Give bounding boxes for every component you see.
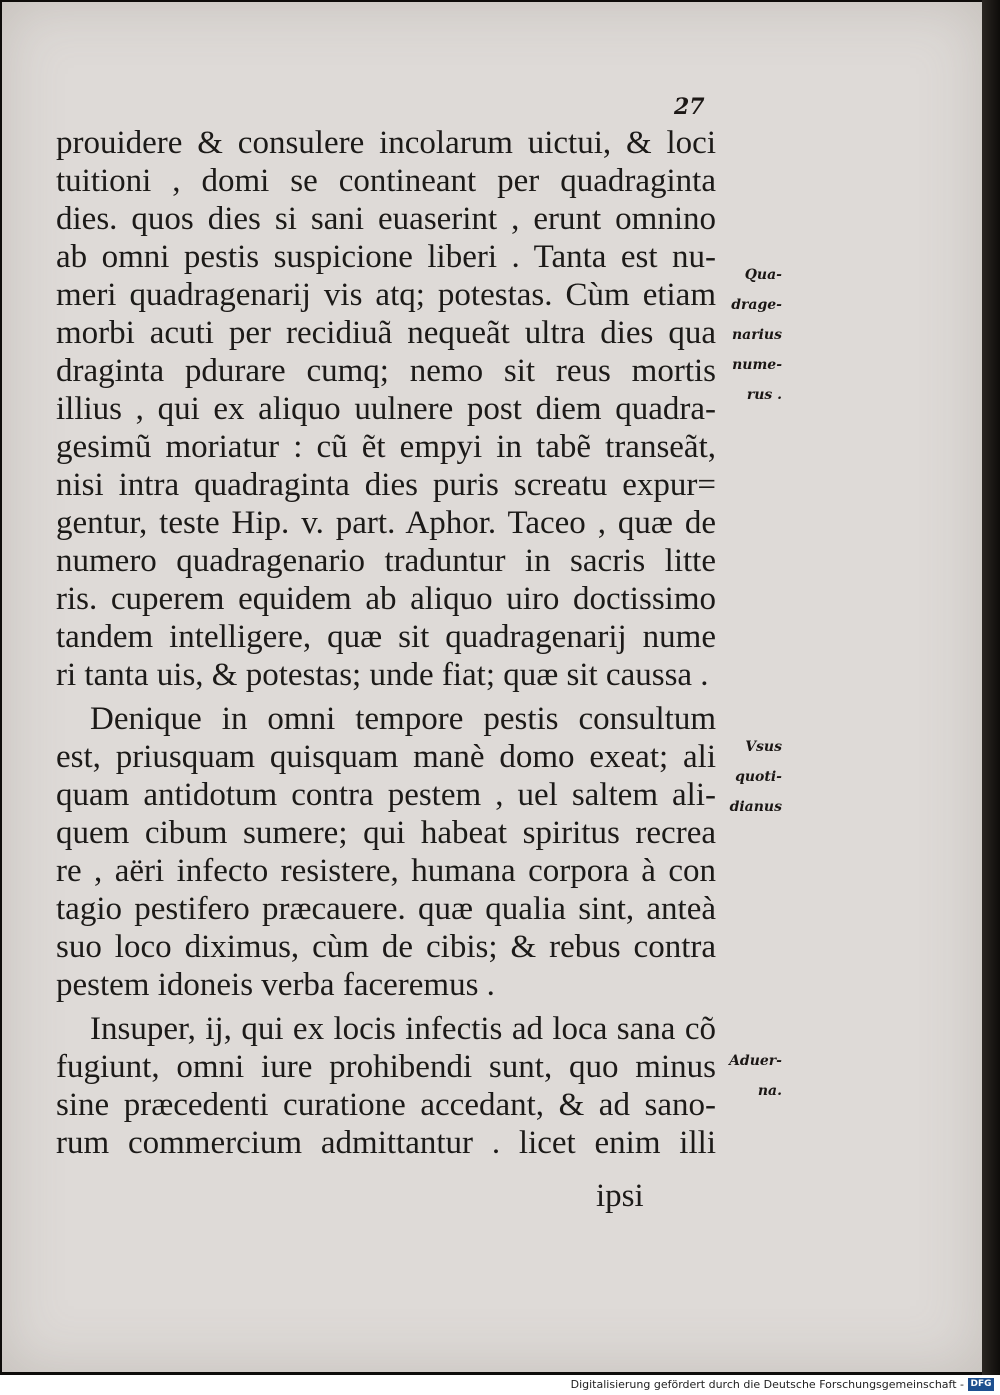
marginal-note <box>692 1046 782 1106</box>
marginal-note-line: dianus <box>729 799 782 815</box>
text-line: ris. cuperem equidem ab aliquo uiro doctissimo <box>56 581 716 617</box>
funding-credit: Digitalisierung gefördert durch die Deutsche Forschungsgemeinschaft - <box>570 1378 964 1391</box>
marginal-note <box>702 260 782 410</box>
marginal-note-line: Qua- <box>744 267 782 283</box>
text-line: Insuper, ij, qui ex locis infectis ad loca sana cõ <box>90 1011 716 1047</box>
text-line: draginta pdurare cumq; nemo sit reus mortis <box>56 353 716 389</box>
text-line: suo loco diximus, cùm de cibis; & rebus contra <box>56 929 716 965</box>
text-line: dies. quos dies si sani euaserint , erunt omnino <box>56 201 716 237</box>
marginal-note-line: rus . <box>746 387 782 403</box>
marginal-note-line: Vsus <box>745 739 782 755</box>
marginal-note-line: Aduer- <box>729 1053 782 1069</box>
text-line: re , aëri infecto resistere, humana corpora à con <box>56 853 716 889</box>
text-line: ri tanta uis, & potestas; unde fiat; quæ sit caussa . <box>56 657 709 693</box>
text-line: quam antidotum contra pestem , uel saltem ali- <box>56 777 716 813</box>
text-line: meri quadragenarij vis atq; potestas. Cùm etiam <box>56 277 716 313</box>
text-line: pestem idoneis verba faceremus . <box>56 967 495 1003</box>
text-line: tuitioni , domi se contineant per quadraginta <box>56 163 716 199</box>
text-line: nisi intra quadraginta dies puris screatu expur= <box>56 467 716 503</box>
dfg-logo-icon: DFG <box>968 1378 994 1391</box>
marginal-note-line: quoti- <box>735 769 782 785</box>
marginal-note-line: na. <box>757 1083 782 1099</box>
text-line: gentur, teste Hip. v. part. Aphor. Taceo , quæ de <box>56 505 716 541</box>
marginal-note-line: drage- <box>731 297 782 313</box>
marginal-note-line: nume- <box>732 357 782 373</box>
text-line: illius , qui ex aliquo uulnere post diem quadra- <box>56 391 716 427</box>
marginal-note <box>692 732 782 822</box>
text-line: rum commercium admittantur . licet enim illi <box>56 1125 716 1161</box>
text-line: tagio pestifero præcauere. quæ qualia sint, anteà <box>56 891 716 927</box>
text-line: tandem intelligere, quæ sit quadragenarij nume <box>56 619 716 655</box>
text-line: numero quadragenario traduntur in sacris litte <box>56 543 716 579</box>
text-line: gesimũ moriatur : cũ ẽt empyi in tabẽ transeãt, <box>56 429 716 465</box>
text-line: morbi acuti per recidiuã nequeãt ultra dies qua <box>56 315 716 351</box>
marginal-note-line: narius <box>731 327 782 343</box>
text-line: Denique in omni tempore pestis consultum <box>90 701 716 737</box>
catchword: ipsi <box>596 1178 644 1214</box>
text-line: prouidere & consulere incolarum uictui, & loci <box>56 125 716 161</box>
text-line: fugiunt, omni iure prohibendi sunt, quo minus <box>56 1049 716 1085</box>
text-line: ab omni pestis suspicione liberi . Tanta est nu- <box>56 239 716 275</box>
text-line: quem cibum sumere; qui habeat spiritus recrea <box>56 815 716 851</box>
book-edge <box>982 0 1000 1375</box>
book-page <box>2 2 982 1372</box>
footer-bar <box>0 1375 1000 1395</box>
text-line: sine præcedenti curatione accedant, & ad sano- <box>56 1087 716 1123</box>
text-line: est, priusquam quisquam manè domo exeat; ali <box>56 739 716 775</box>
folio-number: 27 <box>674 94 705 120</box>
